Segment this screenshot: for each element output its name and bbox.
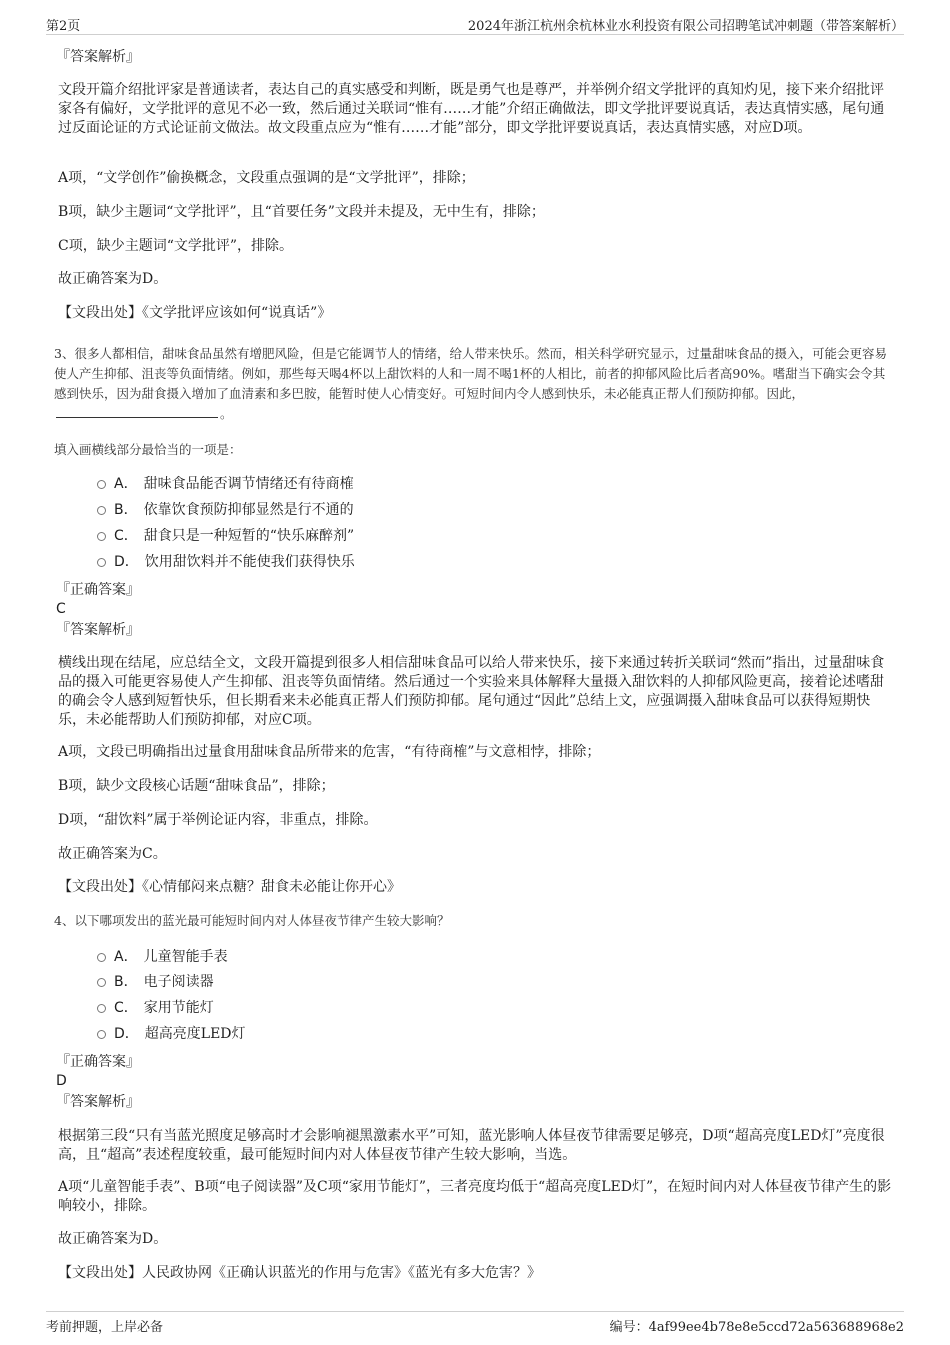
radio-icon[interactable] bbox=[97, 558, 106, 567]
page-number: 第2页 bbox=[46, 19, 81, 34]
source: 【文段出处】《心情郁闷来点糖？甜食未必能让你开心》 bbox=[58, 879, 401, 895]
conclusion: 故正确答案为C。 bbox=[58, 846, 167, 862]
page-header bbox=[46, 12, 904, 35]
radio-icon[interactable] bbox=[97, 953, 106, 962]
source: 【文段出处】人民政协网《正确认识蓝光的作用与危害》《蓝光有多大危害？》 bbox=[58, 1265, 541, 1281]
option-c-analysis: C项，缺少主题词“文学批评”，排除。 bbox=[58, 238, 294, 254]
q3-option-a[interactable]: A． 甜味食品能否调节情绪还有待商榷 bbox=[97, 475, 354, 493]
page-footer bbox=[46, 1311, 904, 1336]
document-title: 2024年浙江杭州余杭林业水利投资有限公司招聘笔试冲刺题（带答案解析） bbox=[467, 19, 904, 34]
q3-option-b[interactable]: B． 依靠饮食预防抑郁显然是行不通的 bbox=[97, 501, 354, 519]
analysis-label: 『答案解析』 bbox=[56, 622, 140, 638]
option-a-analysis: A项，“文学创作”偷换概念，文段重点强调的是“文学批评”，排除； bbox=[58, 170, 475, 186]
analysis-paragraph: 文段开篇介绍批评家是普通读者，表达自己的真实感受和判断，既是勇气也是尊严，并举例介绍文学批评的真知灼见，接下来介绍批评家各有偏好，文学批评的意见不必一致，然后通过关联词“惟有……才能”介绍正确做法，即文学批评要说真话，表达真情实感，尾句通过反面论证的方式论证前文做法。故文段重点应为“惟有……才能”部分，即文学批评要说真话，表达真情实感，对应D项。 bbox=[58, 82, 885, 136]
conclusion: 故正确答案为D。 bbox=[58, 1231, 168, 1247]
source: 【文段出处】《文学批评应该如何“说真话”》 bbox=[58, 305, 332, 321]
analysis-paragraph: 根据第三段“只有当蓝光照度足够高时才会影响褪黑激素水平”可知，蓝光影响人体昼夜节律需要足够亮，D项“超高亮度LED灯”亮度很高，且“超高”表述程度较重，最可能短时间内对人体昼夜节律产生较大影响，当选。 bbox=[58, 1128, 885, 1163]
analysis-paragraph-2: A项“儿童智能手表”、B项“电子阅读器”及C项“家用节能灯”，三者亮度均低于“超高亮度LED灯”，在短时间内对人体昼夜节律产生的影响较小，排除。 bbox=[58, 1179, 892, 1214]
correct-answer-label: 『正确答案』 bbox=[56, 582, 140, 598]
q3-option-c[interactable]: C． 甜食只是一种短暂的“快乐麻醉剂” bbox=[97, 527, 354, 545]
footer-slogan: 考前押题，上岸必备 bbox=[46, 1320, 164, 1335]
option-b-analysis: B项，缺少文段核心话题“甜味食品”，排除； bbox=[58, 778, 335, 794]
radio-icon[interactable] bbox=[97, 978, 106, 987]
correct-answer: D bbox=[56, 1073, 67, 1089]
answer-blank bbox=[56, 405, 218, 418]
conclusion: 故正确答案为D。 bbox=[58, 271, 168, 287]
q4-option-c[interactable]: C． 家用节能灯 bbox=[97, 999, 214, 1017]
q4-option-d[interactable]: D． 超高亮度LED灯 bbox=[97, 1025, 246, 1043]
document-id: 编号：4af99ee4b78e8e5ccd72a563688968e2 bbox=[609, 1320, 904, 1335]
analysis-label: 『答案解析』 bbox=[56, 1094, 140, 1110]
question-3-stem: 3、很多人都相信，甜味食品虽然有增肥风险，但是它能调节人的情绪，给人带来快乐。然而，相关科学研究显示，过量甜味食品的摄入，可能会更容易使人产生抑郁、沮丧等负面情绪。例如，那些每天喝4杯以上甜饮料的人和一周不喝1杯的人相比，前者的抑郁风险比后者高90%。嗜甜当下确实会令其感到快乐，因为甜食摄入增加了血清素和多巴胺，能暂时使人心情变好。可短时间内令人感到快乐，未必能真正帮人们预防抑郁。因此，。 bbox=[54, 346, 887, 421]
correct-answer-label: 『正确答案』 bbox=[56, 1054, 140, 1070]
radio-icon[interactable] bbox=[97, 506, 106, 515]
option-a-analysis: A项，文段已明确指出过量食用甜味食品所带来的危害，“有待商榷”与文意相悖，排除； bbox=[58, 744, 601, 760]
option-b-analysis: B项，缺少主题词“文学批评”，且“首要任务”文段并未提及，无中生有，排除； bbox=[58, 204, 545, 220]
q4-option-b[interactable]: B． 电子阅读器 bbox=[97, 973, 214, 991]
radio-icon[interactable] bbox=[97, 1004, 106, 1013]
analysis-paragraph: 横线出现在结尾，应总结全文，文段开篇提到很多人相信甜味食品可以给人带来快乐，接下来通过转折关联词“然而”指出，过量甜味食品的摄入可能更容易使人产生抑郁、沮丧等负面情绪。然后通过一个实验来具体解释大量摄入甜饮料的人抑郁风险更高，接着论述嗜甜的确会令人感到短暂快乐，但长期看来未必能真正帮人们预防抑郁。尾句通过“因此”总结上文，应强调摄入甜味食品可以获得短期快乐，未必能帮助人们预防抑郁，对应C项。 bbox=[58, 655, 885, 728]
analysis-label: 『答案解析』 bbox=[56, 49, 140, 65]
radio-icon[interactable] bbox=[97, 532, 106, 541]
q4-option-a[interactable]: A． 儿童智能手表 bbox=[97, 948, 228, 966]
radio-icon[interactable] bbox=[97, 480, 106, 489]
q3-option-d[interactable]: D． 饮用甜饮料并不能使我们获得快乐 bbox=[97, 553, 355, 571]
option-d-analysis: D项，“甜饮料”属于举例论证内容，非重点，排除。 bbox=[58, 812, 378, 828]
correct-answer: C bbox=[56, 601, 66, 617]
question-4-stem: 4、以下哪项发出的蓝光最可能短时间内对人体昼夜节律产生较大影响？ bbox=[54, 913, 450, 928]
radio-icon[interactable] bbox=[97, 1030, 106, 1039]
question-3-prompt: 填入画横线部分最恰当的一项是： bbox=[54, 442, 242, 457]
